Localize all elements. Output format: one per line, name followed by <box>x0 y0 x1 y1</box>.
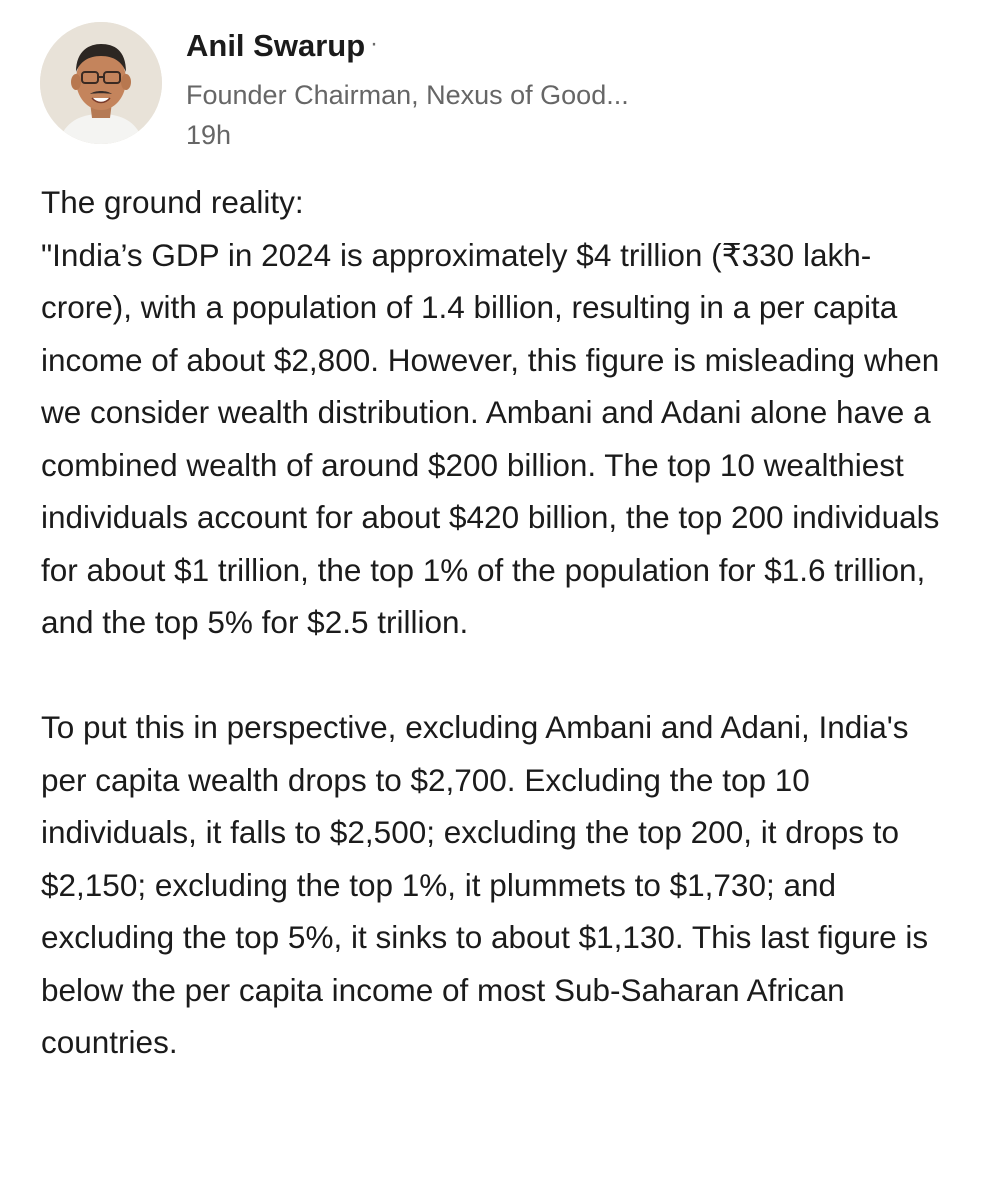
author-headline: Founder Chairman, Nexus of Good... <box>186 80 629 110</box>
post-paragraph: To put this in perspective, excluding Ambani and Adani, India's per capita wealth drops to $2,700. Excluding the top 10 individuals, it falls to $2,500; excluding the top 200, it drops to $2,150; excluding the top 1%, it plummets to $1,730; and excluding the top 5%, it sinks to about $1,130. This last figure is below the per capita income of most Sub-Saharan African countries. <box>41 709 929 1060</box>
post-body <box>41 176 961 1069</box>
paragraph-spacer <box>41 649 961 702</box>
post-intro-line: The ground reality: <box>41 184 304 220</box>
degree-separator: · <box>370 30 378 57</box>
post-timestamp: 19h <box>186 120 232 150</box>
author-avatar[interactable] <box>40 22 162 144</box>
avatar-photo-icon <box>40 22 162 144</box>
author-name[interactable]: Anil Swarup <box>186 28 366 63</box>
post-header <box>40 22 940 150</box>
post-paragraph: "India’s GDP in 2024 is approximately $4 trillion (₹330 lakh-crore), with a population of 1.4 billion, resulting in a per capita income of about $2,800. However, this figure is misleading when we consider wealth distribution. Ambani and Adani alone have a combined wealth of around $200 billion. The top 10 wealthiest individuals account for about $420 billion, the top 200 individuals for about $1 trillion, the top 1% of the population for $1.6 trillion, and the top 5% for $2.5 trillion. <box>41 236 940 640</box>
